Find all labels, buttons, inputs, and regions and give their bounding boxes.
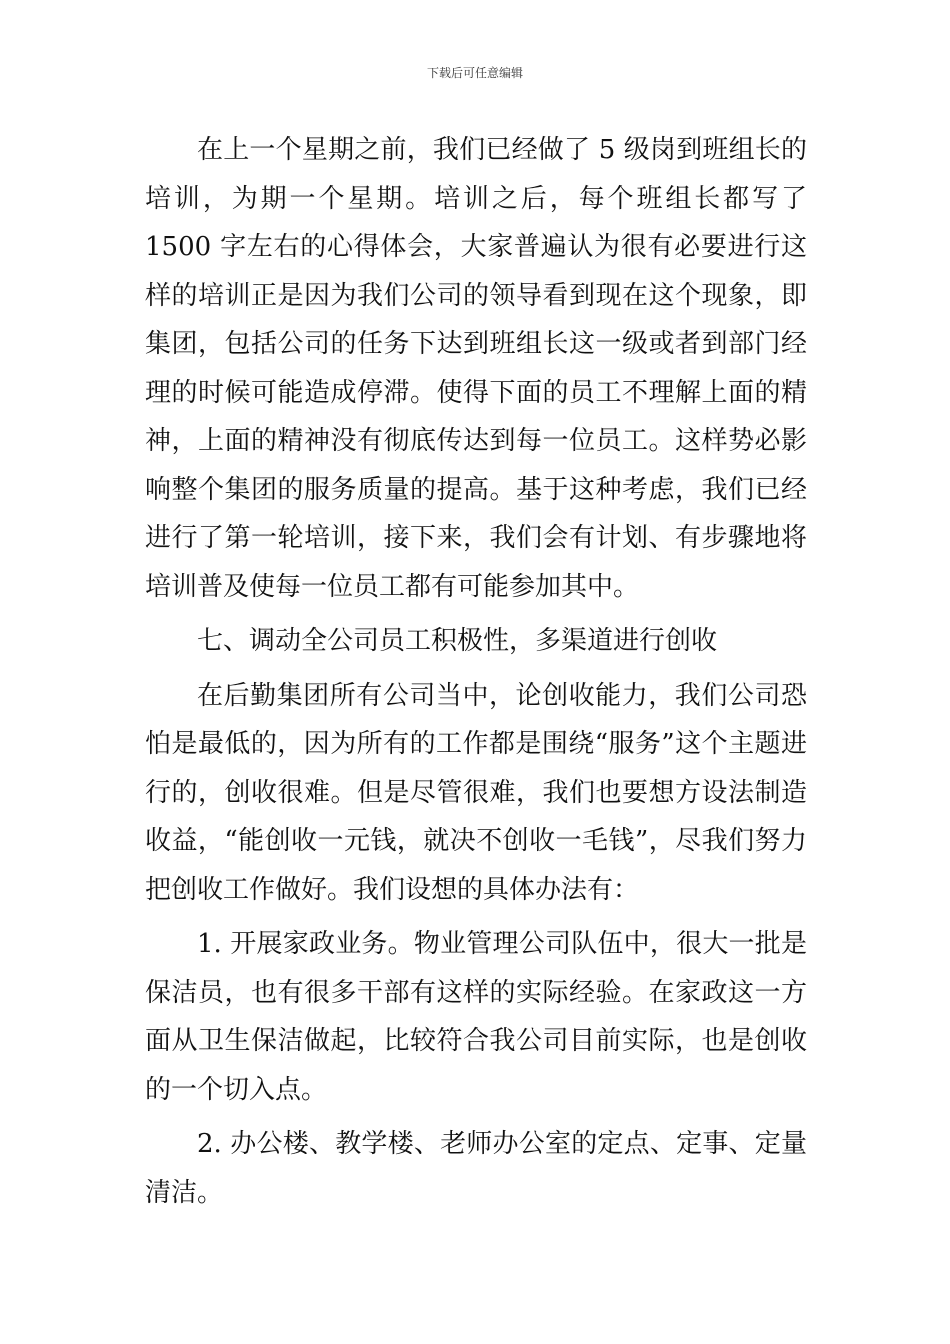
list-item-office-cleaning: 2. 办公楼、教学楼、老师办公室的定点、定事、定量清洁。 bbox=[145, 1129, 807, 1208]
paragraph-revenue: 在后勤集团所有公司当中，论创收能力，我们公司恐怕是最低的，因为所有的工作都是围绕“服务”这个主题进行的，创收很难。但是尽管很难，我们也要想方设法制造收益，“能创收一元钱，就决不创收一毛钱”，尽我们努力把创收工作做好。我们设想的具体办法有： bbox=[145, 680, 807, 905]
list-item-housekeeping: 1. 开展家政业务。物业管理公司队伍中，很大一批是保洁员，也有很多干部有这样的实际经验。在家政这一方面从卫生保洁做起，比较符合我公司目前实际，也是创收的一个切入点。 bbox=[145, 929, 807, 1105]
section-heading-seven: 七、调动全公司员工积极性，多渠道进行创收 bbox=[197, 626, 718, 656]
paragraph-training: 在上一个星期之前，我们已经做了 5 级岗到班组长的培训，为期一个星期。培训之后，每个班组长都写了 1500 字左右的心得体会，大家普遍认为很有必要进行这样的培训正是因为我们公司的领导看到现在这个现象，即集团，包括公司的任务下达到班组长这一级或者到部门经理的时候可能造成停滞。使得下面的员工不理解上面的精神，上面的精神没有彻底传达到每一位员工。这样势必影响整个集团的服务质量的提高。基于这种考虑，我们已经进行了第一轮培训，接下来，我们会有计划、有步骤地将培训普及使每一位员工都有可能参加其中。 bbox=[145, 135, 807, 602]
page-header-note: 下载后可任意编辑 bbox=[426, 66, 523, 80]
document-body bbox=[145, 126, 807, 1217]
